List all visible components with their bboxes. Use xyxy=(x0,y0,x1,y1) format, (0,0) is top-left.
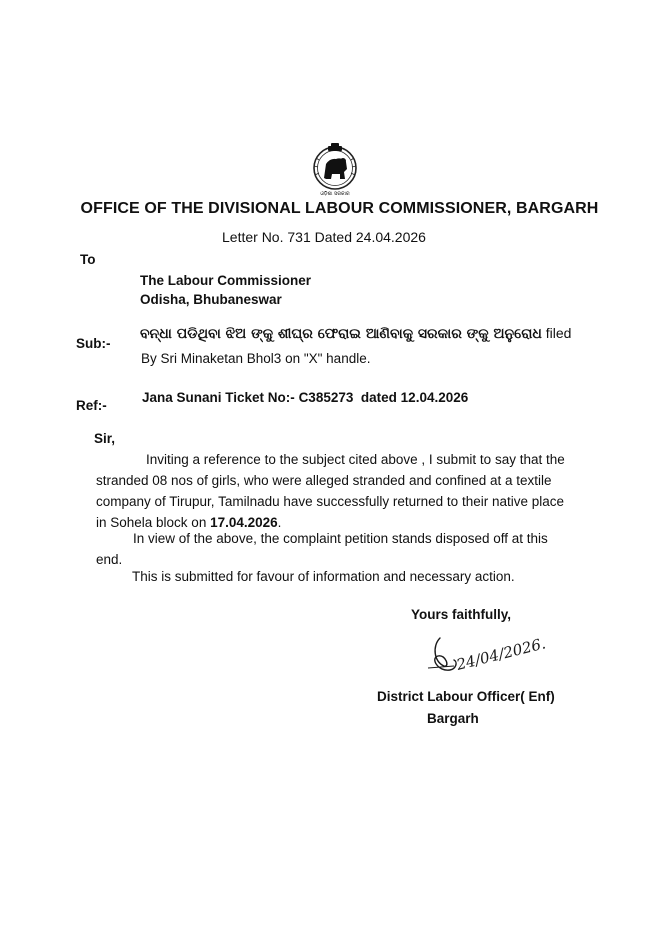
return-date: 17.04.2026 xyxy=(210,515,278,530)
subject-odia-text: ବନ୍ଧା ପଡିଥିବା ଝିଅ ଙ୍କୁ ଶୀଘ୍ର ଫେରାଇ ଆଣିବାକୁ ସରକାର ଙ୍କୁ ଅନୁରୋଧ xyxy=(140,326,542,342)
addressee-line2: Odisha, Bhubaneswar xyxy=(140,292,282,307)
paragraph-3: This is submitted for favour of information and necessary action. xyxy=(132,569,515,584)
addressee-line1: The Labour Commissioner xyxy=(140,273,312,288)
para1-line1: Inviting a reference to the subject cited above , I submit to say that the xyxy=(146,452,565,467)
para1-end: . xyxy=(277,515,282,530)
subject-line1 xyxy=(140,325,571,342)
subject-filed: filed xyxy=(545,325,572,341)
place: Bargarh xyxy=(427,711,479,726)
handwritten-signature xyxy=(424,632,574,680)
state-emblem-icon xyxy=(302,142,368,198)
paragraph-1 xyxy=(96,449,616,533)
letter-dated-label: Dated xyxy=(314,229,352,245)
closing: Yours faithfully, xyxy=(411,607,512,622)
subject-line2: By Sri Minaketan Bhol3 on "X" handle. xyxy=(141,351,371,366)
letter-no-label: Letter No. xyxy=(222,229,284,245)
letter-date: 24.04.2026 xyxy=(355,229,426,245)
subject-label: Sub:- xyxy=(76,336,111,351)
para1-line2: stranded 08 nos of girls, who were alleged stranded and confined at a textile xyxy=(96,473,552,488)
paragraph-2 xyxy=(96,528,616,570)
salutation: Sir, xyxy=(94,431,116,446)
signature-date: 24/04/2026. xyxy=(454,634,548,674)
to-label: To xyxy=(80,252,96,267)
para2-line2: end. xyxy=(96,552,123,567)
office-title: OFFICE OF THE DIVISIONAL LABOUR COMMISSIONER, BARGARH xyxy=(80,200,599,217)
ticket-label: Jana Sunani Ticket No:- xyxy=(142,390,295,405)
reference-dated-label: dated xyxy=(360,390,397,405)
para1-line4-prefix: in Sohela block on xyxy=(96,515,207,530)
reference-label: Ref:- xyxy=(76,398,107,413)
para2-line1: In view of the above, the complaint petition stands disposed off at this xyxy=(133,531,548,546)
reference-line xyxy=(142,390,468,405)
para1-line3: company of Tirupur, Tamilnadu have successfully returned to their native place xyxy=(96,494,565,509)
emblem-caption: ଓଡ଼ିଶା ସରକାର xyxy=(320,191,350,197)
ticket-number: C385273 xyxy=(298,390,354,405)
designation: District Labour Officer( Enf) xyxy=(377,689,555,704)
letter-no: 731 xyxy=(287,229,311,245)
reference-date: 12.04.2026 xyxy=(400,390,469,405)
letter-number-line xyxy=(222,229,426,245)
